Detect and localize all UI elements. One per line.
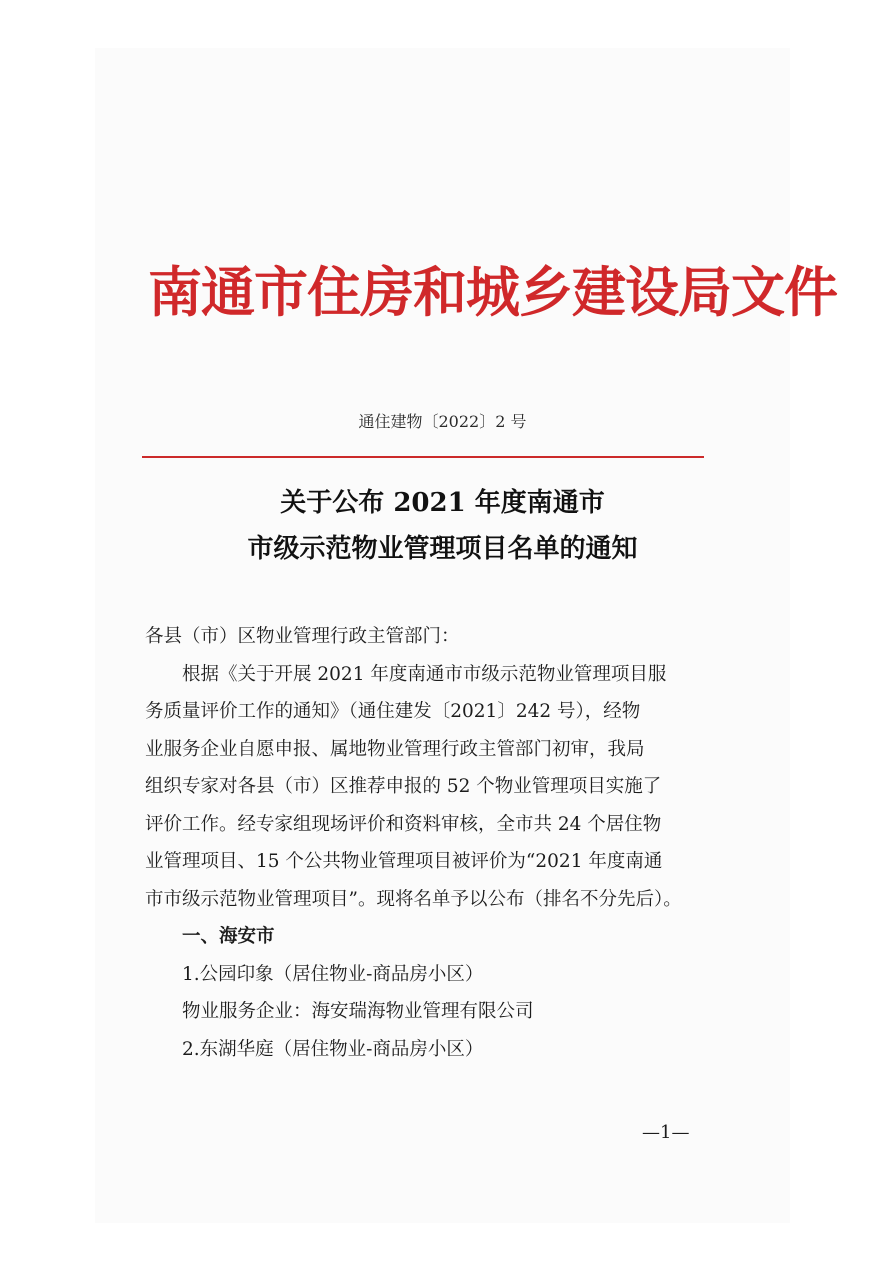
addressee: 各县（市）区物业管理行政主管部门： — [145, 626, 460, 647]
paragraph-line: 评价工作。经专家组现场评价和资料审核，全市共 24 个居住物 — [145, 813, 662, 835]
paragraph-line: 市市级示范物业管理项目”。现将名单予以公布（排名不分先后）。 — [145, 888, 682, 910]
section-heading: 一、海安市 — [182, 926, 275, 947]
header-divider — [142, 456, 704, 458]
paragraph-line: 组织专家对各县（市）区推荐申报的 52 个物业管理项目实施了 — [145, 776, 662, 797]
notice-body — [145, 618, 705, 1068]
document-number: 通住建物〔2022〕2 号 — [358, 412, 527, 431]
paragraph-line: 根据《关于开展 2021 年度南通市市级示范物业管理项目服 — [182, 663, 667, 685]
notice-title — [0, 480, 885, 572]
paragraph-line: 务质量评价工作的通知》（通住建发〔2021〕242 号），经物 — [145, 701, 641, 722]
paragraph-line: 业管理项目、15 个公共物业管理项目被评价为“2021 年度南通 — [145, 851, 663, 872]
org-header-title: 南通市住房和城乡建设局文件 — [148, 260, 837, 324]
list-item: 物业服务企业：海安瑞海物业管理有限公司 — [182, 1001, 534, 1022]
page-number: —1— — [642, 1122, 690, 1143]
notice-title-line-1: 关于公布 2021 年度南通市 — [280, 488, 605, 518]
notice-title-line-2: 市级示范物业管理项目名单的通知 — [247, 534, 638, 564]
list-item: 1.公园印象（居住物业-商品房小区） — [182, 963, 484, 985]
list-item: 2.东湖华庭（居住物业-商品房小区） — [182, 1038, 484, 1060]
paragraph-line: 业服务企业自愿申报、属地物业管理行政主管部门初审，我局 — [145, 738, 645, 760]
